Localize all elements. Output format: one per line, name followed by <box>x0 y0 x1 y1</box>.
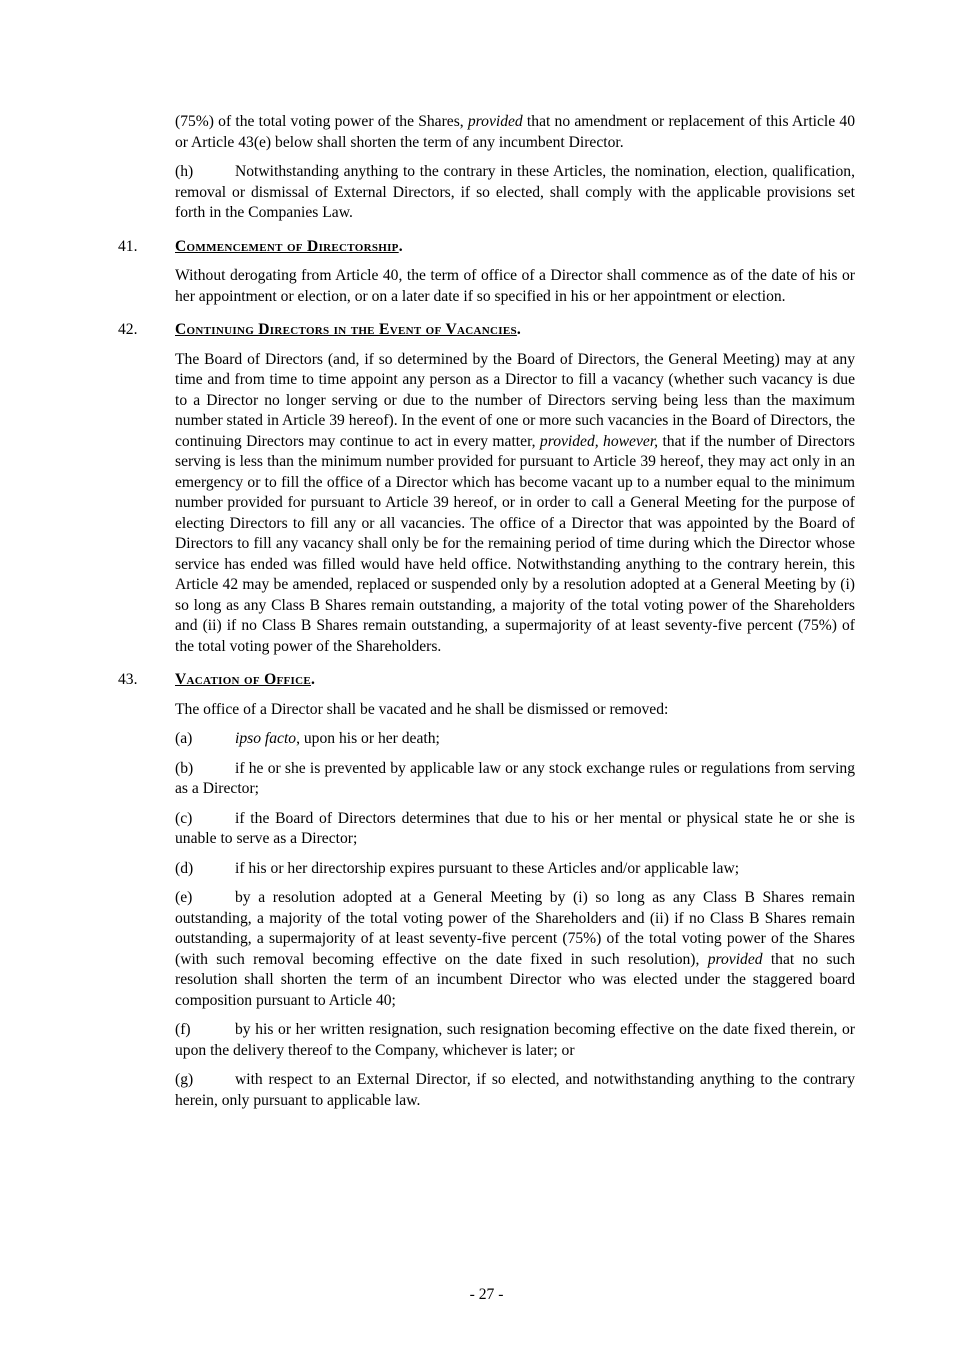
para-article-43-intro <box>175 700 855 721</box>
item-43b <box>175 759 855 800</box>
item-43e <box>175 888 855 1011</box>
text-run: The Board of Directors (and, if so determined by the Board of Directors, the General Meeting) may at any time and from time to time appoint any person as a Director to fill a vacancy (whether such vacancy is due to a Director no longer serving or due to the number of Directors serving being less than the maximum number stated in Article 39 hereof). In the event of one or more such vacancies in the Board of Directors, the continuing Directors may continue to act in every matter, <box>175 350 855 450</box>
article-title: Continuing Directors in the Event of Vacancies <box>175 321 517 338</box>
article-number: 42. <box>118 321 138 338</box>
text-run: that if the number of Directors serving is less than the minimum number provided for pursuant to Article 39 hereof, they may act only in an emergency or to fill the office of a Director which has become vacant up to a number equal to the minimum number provided for pursuant to Article 39 hereof, or in order to call a General Meeting for the purpose of electing Directors to fill any or all vacancies. The office of a Director that was appointed by the Board of Directors to fill any vacancy shall only be for the remaining period of time during which the Director whose service has ended was filled would have held office. Notwithstanding anything to the contrary herein, this Article 42 may be amended, replaced or suspended only by a resolution adopted at a General Meeting by (i) so long as any Class B Shares remain outstanding, a majority of the total voting power of the Shareholders and (ii) if no Class B Shares remain outstanding, a supermajority of at least seventy-five percent (75%) of the total voting power of the Shareholders. <box>175 432 855 655</box>
text-run-italic: provided, however, <box>539 432 659 450</box>
page-number: - 27 - <box>469 1286 504 1303</box>
article-title: Commencement of Directorship <box>175 237 399 255</box>
text-run: by a resolution adopted at a General Meeting by (i) so long as any Class B Shares remain outstanding, a majority of the total voting power of the Shareholders and (ii) if no Class B Shares remain outstanding, a supermajority of at least seventy-five percent (75%) of the total voting power of the Shares (with such removal becoming effective on the date fixed in such resolution), <box>175 889 855 968</box>
text-run: Notwithstanding anything to the contrary in these Articles, the nomination, election, qualification, removal or dismissal of External Directors, if so elected, shall comply with the applicable provisions set forth in the Companies Law. <box>175 163 855 221</box>
item-43f <box>175 1020 855 1061</box>
item-43d <box>175 859 855 880</box>
heading-article-43 <box>118 670 855 691</box>
para-40g-continuation <box>175 112 855 153</box>
item-label: (d) <box>175 859 194 877</box>
text-run: (75%) of the total voting power of the Shares, <box>175 113 468 130</box>
text-run: Without derogating from Article 40, the term of office of a Director shall commence as of the date of his or her appointment or election, or on a later date if so specified in his or her appointment or election. <box>175 267 855 305</box>
article-title: Vacation of Office <box>175 671 311 688</box>
item-label: (a) <box>175 730 193 747</box>
item-label: (c) <box>175 809 193 827</box>
item-label: (f) <box>175 1021 191 1038</box>
document-content <box>118 112 855 1120</box>
text-run: with respect to an External Director, if so elected, and notwithstanding anything to the contrary herein, only pursuant to applicable law. <box>175 1071 855 1109</box>
article-number: 43. <box>118 671 138 688</box>
article-number: 41. <box>118 237 138 255</box>
text-run: if he or she is prevented by applicable law or any stock exchange rules or regulations from serving as a Director; <box>175 759 855 797</box>
text-run: that no amendment or replacement of this Article 40 or Article 43(e) below shall shorten the term of any incumbent Director. <box>175 113 855 151</box>
text-run-italic: provided <box>707 950 763 968</box>
para-40h <box>175 162 855 224</box>
item-label: (h) <box>175 163 194 180</box>
text-run: The office of a Director shall be vacated and he shall be dismissed or removed: <box>175 700 669 718</box>
text-run-italic: ipso facto <box>235 730 297 747</box>
item-43g <box>175 1070 855 1111</box>
article-title-wrap <box>175 671 315 688</box>
text-run: by his or her written resignation, such resignation becoming effective on the date fixed therein, or upon the delivery thereof to the Company, whichever is later; or <box>175 1021 855 1059</box>
heading-article-41 <box>118 237 855 258</box>
article-title-period: . <box>398 237 403 255</box>
article-title-wrap <box>175 321 521 338</box>
item-43c <box>175 809 855 850</box>
item-label: (b) <box>175 759 194 777</box>
article-title-period: . <box>311 671 315 688</box>
text-run: if his or her directorship expires pursuant to these Articles and/or applicable law; <box>235 859 740 877</box>
text-run: , upon his or her death; <box>296 730 440 747</box>
text-run: if the Board of Directors determines that due to his or her mental or physical state he or she is unable to serve as a Director; <box>175 809 855 847</box>
article-title-wrap <box>175 238 403 255</box>
item-label: (g) <box>175 1071 194 1088</box>
article-title-period: . <box>516 321 521 338</box>
item-43a <box>175 729 855 750</box>
text-run: that no such resolution shall shorten the term of an incumbent Director who was elected under the staggered board composition pursuant to Article 40; <box>175 950 855 1009</box>
para-article-42 <box>175 350 855 658</box>
item-label: (e) <box>175 889 193 906</box>
para-article-41 <box>175 266 855 307</box>
heading-article-42 <box>118 320 855 341</box>
text-run-italic: provided <box>467 113 523 130</box>
